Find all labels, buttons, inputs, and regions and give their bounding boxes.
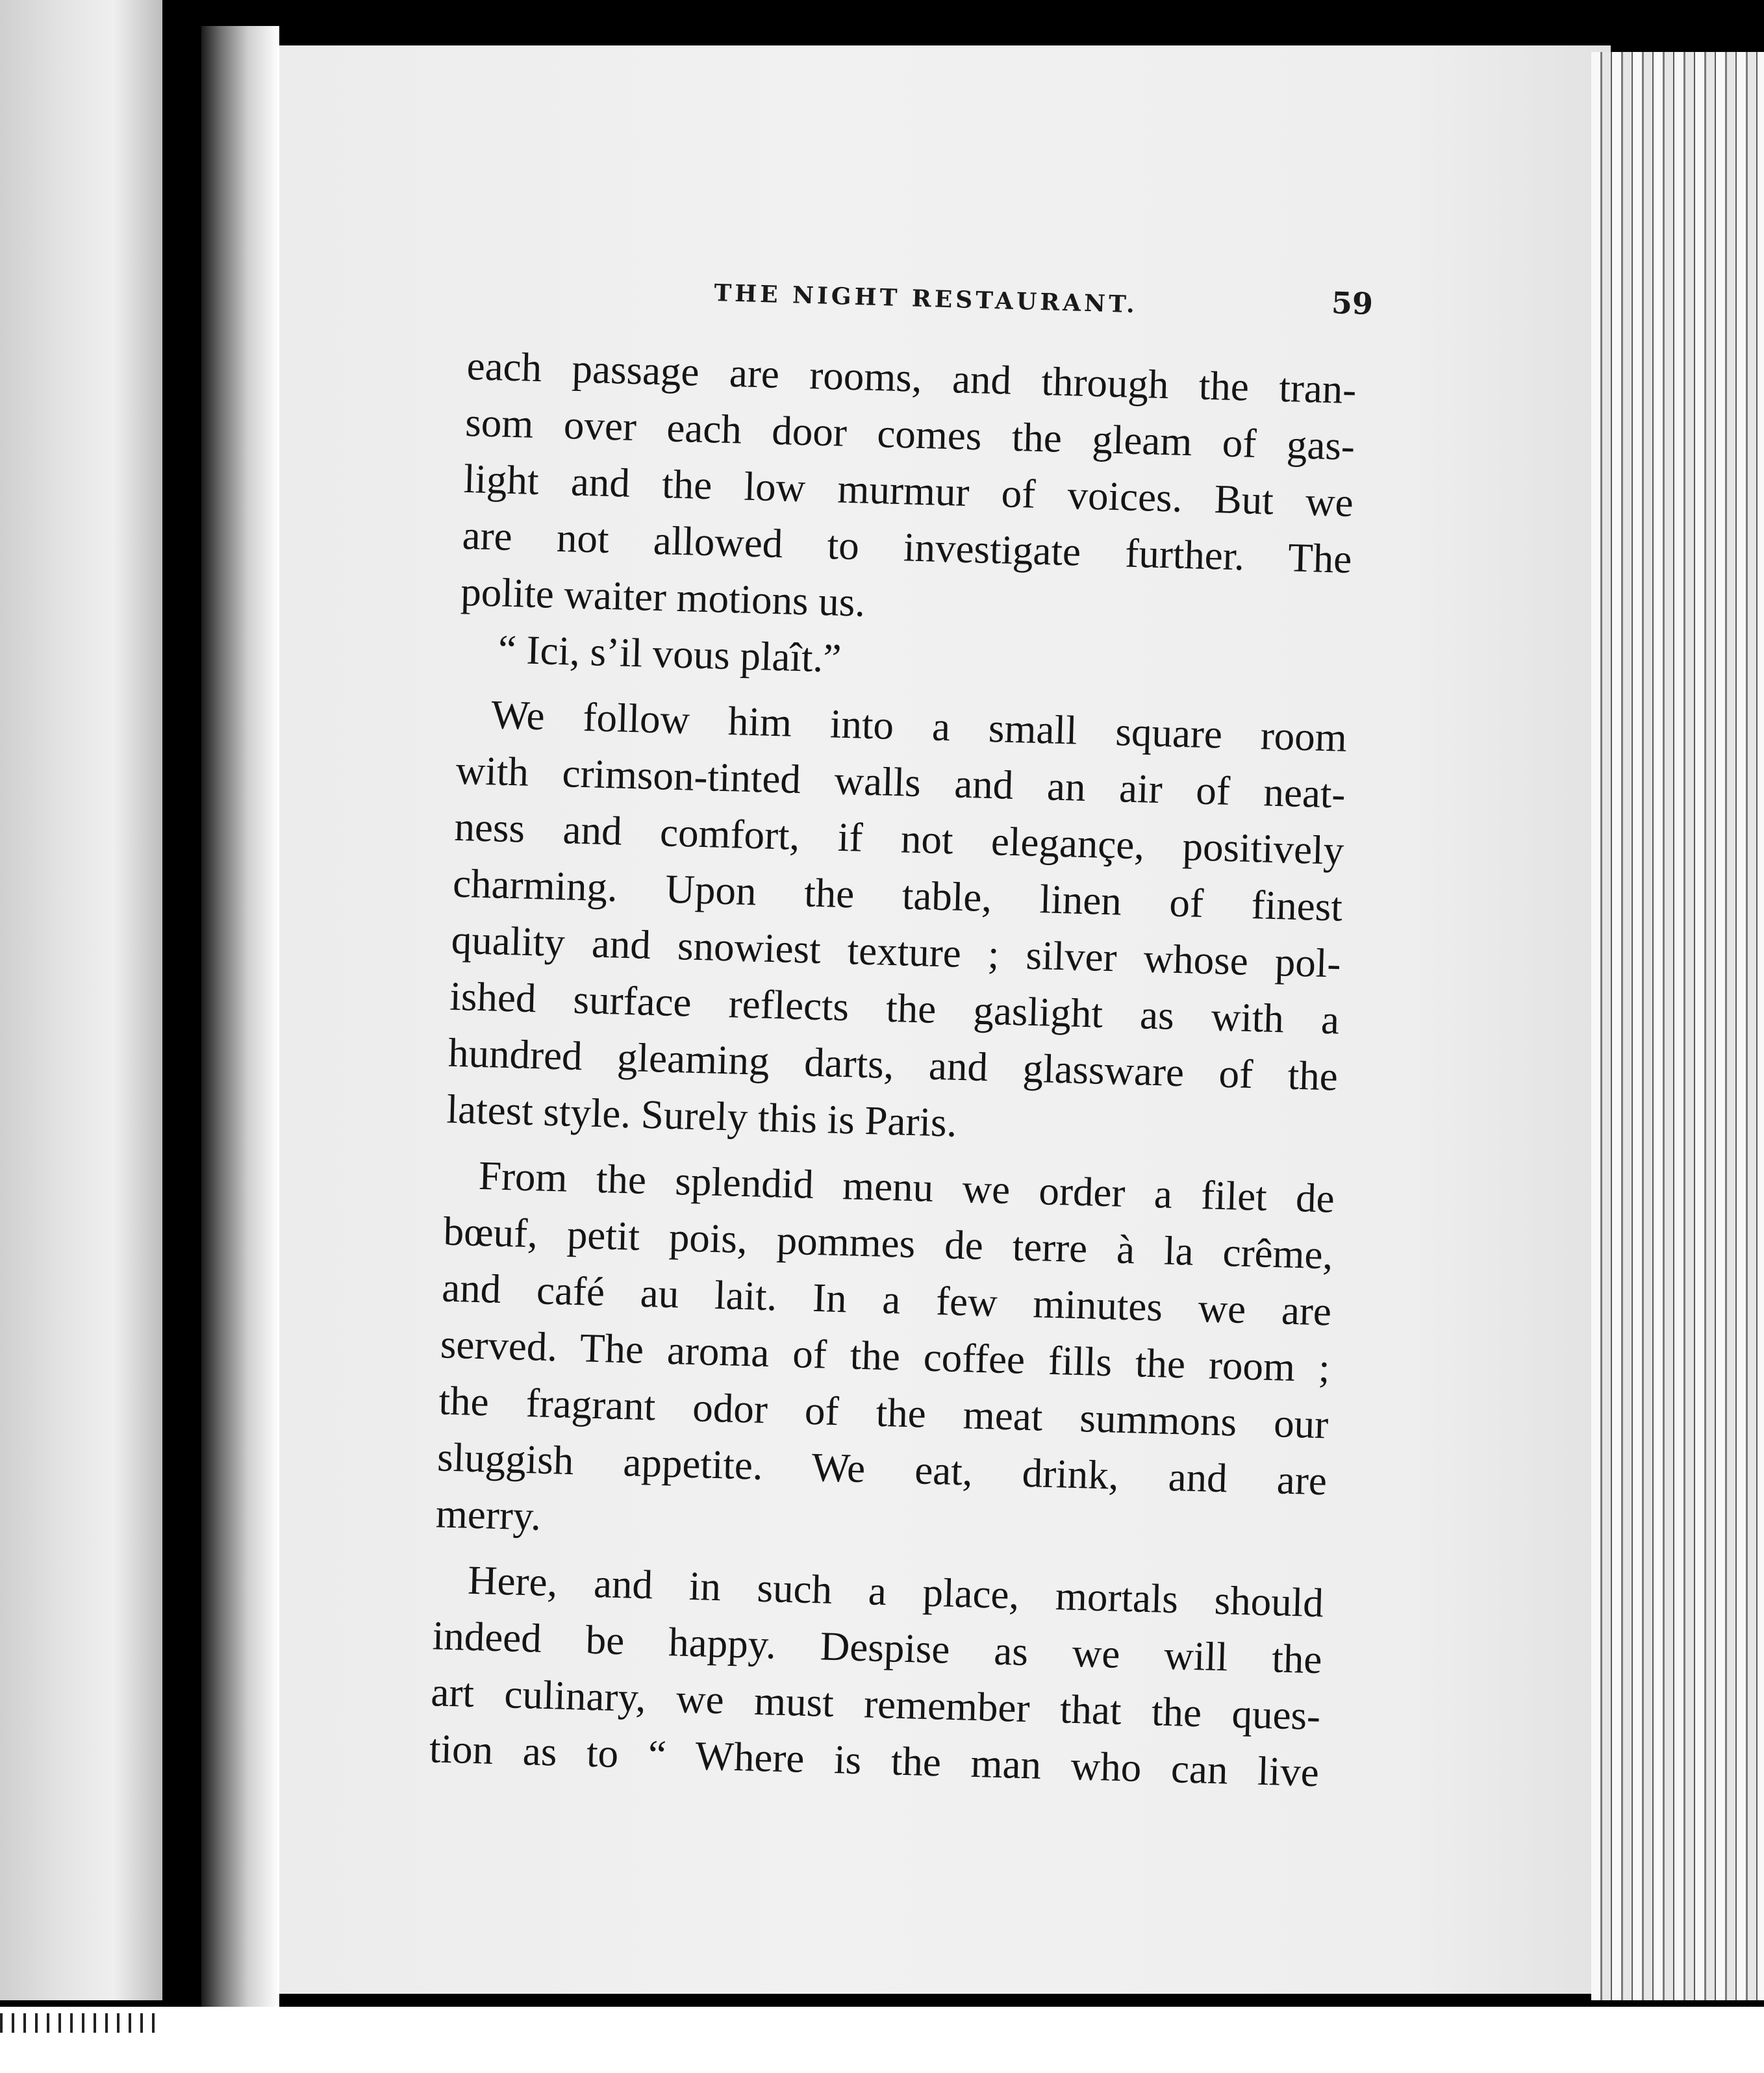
text-line: We follow him into a small square room [490, 692, 1348, 760]
text-line: indeed be happy. Despise as we will the [431, 1613, 1323, 1683]
book-gutter [162, 0, 201, 2073]
text-line: bœuf, petit pois, pommes de terre à la crême, [442, 1208, 1334, 1278]
text-line: ness and comfort, if not elegançe, positively [453, 803, 1345, 873]
text-line: and café au lait. In a few minutes we are [441, 1264, 1332, 1335]
text-line: From the splendid menu we order a filet de [478, 1152, 1335, 1222]
text-line: latest style. Surely this is Paris. [446, 1086, 958, 1146]
text-line: “ Ici, s’il vous plaît.” [498, 626, 842, 681]
gutter-shadow [201, 26, 279, 2013]
text-line: tion as to “ Where is the man who can live [429, 1726, 1320, 1796]
text-line: quality and snowiest texture ; silver whose pol- [450, 916, 1342, 986]
text-line: served. The aroma of the coffee fills the room ; [440, 1321, 1331, 1391]
scan-bottom-margin [0, 2007, 1764, 2073]
text-line: each passage are rooms, and through the tran- [466, 342, 1357, 413]
page-edge-ruler [0, 2013, 156, 2033]
text-line: polite waiter motions us. [460, 568, 866, 625]
text-line: sluggish appetite. We eat, drink, and are [436, 1434, 1328, 1504]
text-line: with crimson-tinted walls and an air of neat- [455, 747, 1346, 817]
page-number: 59 [1331, 285, 1374, 321]
text-line: charming. Upon the table, linen of finest [452, 860, 1343, 930]
text-line: the fragrant odor of the meat summons our [438, 1377, 1329, 1448]
text-line: art culinary, we must remember that the ques- [430, 1669, 1322, 1739]
text-line: light and the low murmur of voices. But we [463, 455, 1354, 525]
facing-page-edge [0, 0, 162, 2000]
running-title: THE NIGHT RESTAURANT. [713, 279, 1139, 319]
page-edges-stack [1591, 52, 1764, 2000]
body-text [429, 338, 1357, 1801]
text-line: merry. [435, 1490, 542, 1539]
text-line: are not allowed to investigate further. The [461, 512, 1353, 582]
text-line: Here, and in such a place, mortals should [467, 1557, 1324, 1626]
text-line: ished surface reflects the gaslight as with a [449, 973, 1341, 1043]
text-line: som over each door comes the gleam of gas- [464, 399, 1355, 469]
text-line: hundred gleaming darts, and glassware of the [447, 1029, 1339, 1099]
